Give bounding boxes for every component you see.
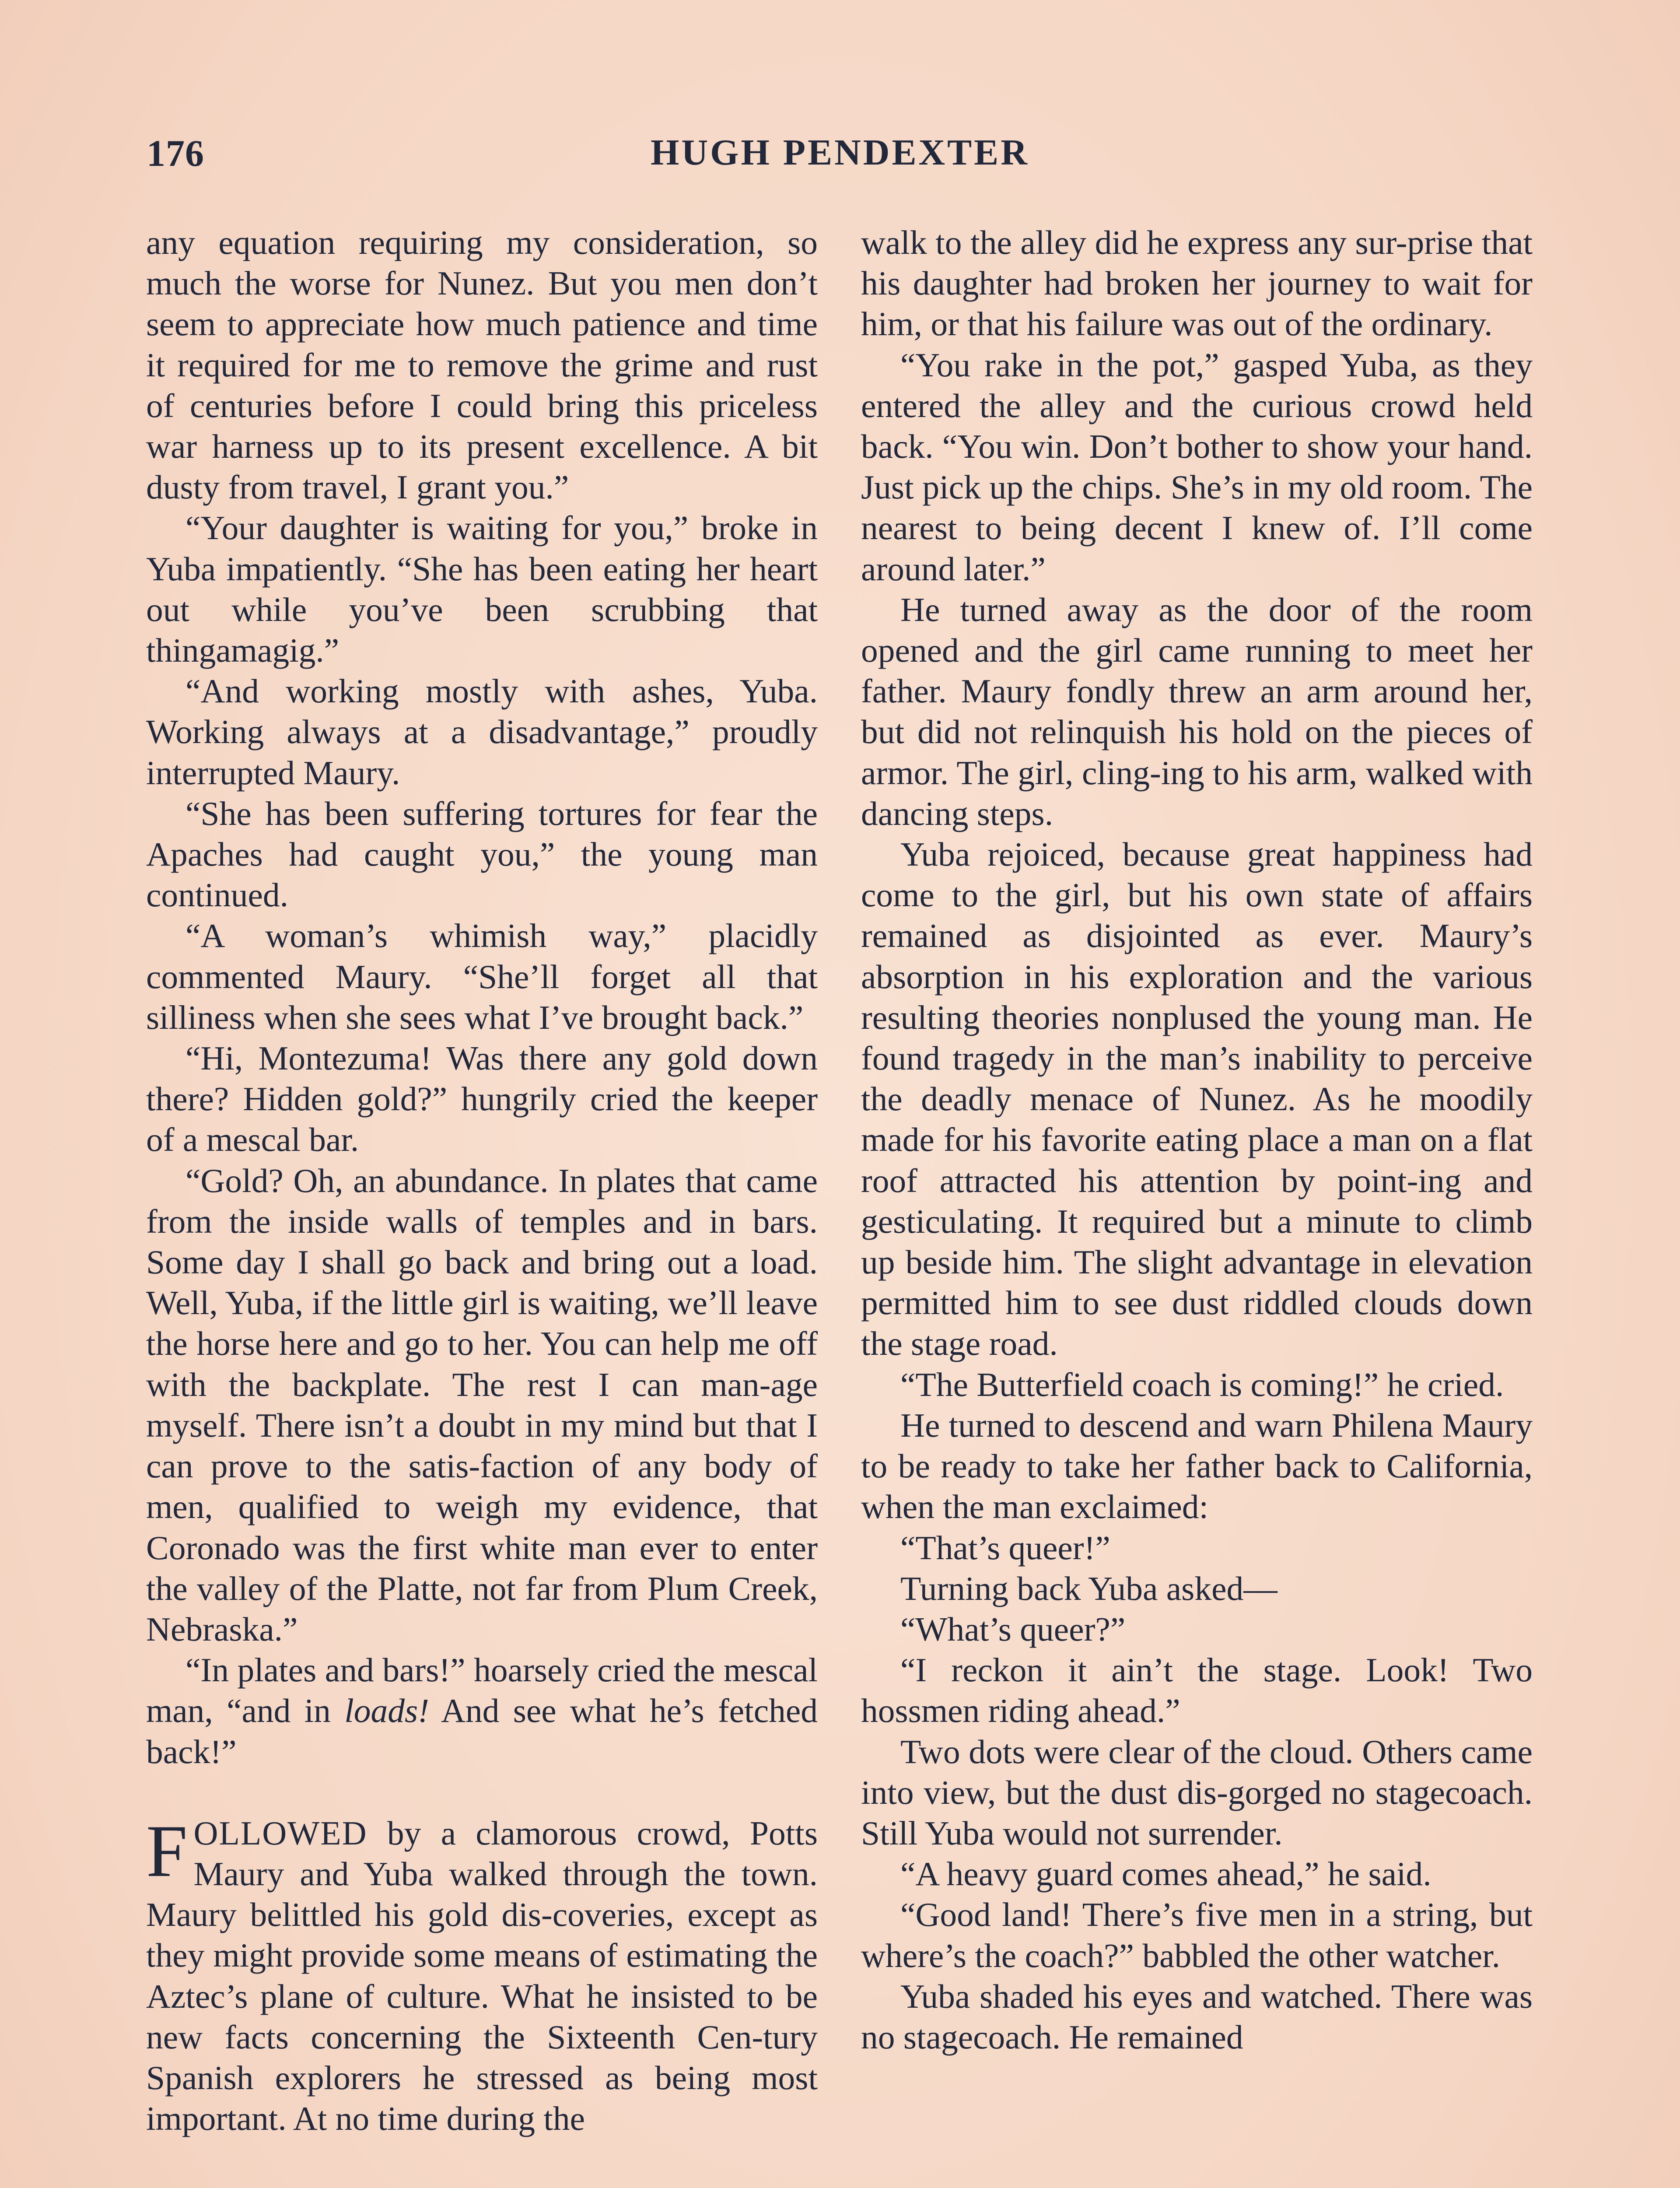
italic-text: loads! xyxy=(344,1692,429,1730)
paragraph-text: by a clamorous crowd, Potts Maury and Yuba walked through the town. Maury belittled his gold dis-coveries, except as they might provide some means of estimating the Aztec’s plane of culture. What he insisted to be new facts concerning the Sixteenth Cen-tury Spanish explorers he stressed as being most important. At no time during the xyxy=(146,1814,818,2138)
paragraph-text: And see what he’s fetched back!” xyxy=(146,1692,818,1771)
right-text-column xyxy=(861,222,1533,2058)
paragraph: “A heavy guard comes ahead,” he said. xyxy=(900,1855,1432,1893)
paragraph: “That’s queer!” xyxy=(900,1529,1110,1567)
paragraph xyxy=(146,1650,818,1772)
paragraph: “Hi, Montezuma! Was there any gold down there? Hidden gold?” hungrily cried the keeper of a mescal bar. xyxy=(146,1039,818,1159)
paragraph: “Your daughter is waiting for you,” broke in Yuba impatiently. “She has been eating her heart out while you’ve been scrubbing that thingamagig.” xyxy=(146,509,818,670)
left-text-column xyxy=(146,222,818,2139)
paragraph: “Gold? Oh, an abundance. In plates that came from the inside walls of temples and in bars. Some day I shall go back and bring out a load. Well, Yuba, if the little girl is waiting, we’ll leave the horse here and go to her. You can help me off with the backplate. The rest I can man-age myself. There isn’t a doubt in my mind but that I can prove to the satis-faction of any body of men, qualified to weigh my evidence, that Coronado was the first white man ever to enter the valley of the Platte, not far from Plum Creek, Nebraska.” xyxy=(146,1161,818,1648)
section-opening-paragraph xyxy=(146,1809,818,2139)
page-header xyxy=(147,131,1533,179)
paragraph: “She has been suffering tortures for fear the Apaches had caught you,” the young man continued. xyxy=(146,794,818,914)
paragraph-text: “In plates and bars!” hoarsely cried the mescal man, “and in xyxy=(146,1651,818,1730)
paragraph: walk to the alley did he express any sur-prise that his daughter had broken her journey to wait for him, or that his failure was out of the ordinary. xyxy=(861,224,1533,343)
paragraph: any equation requiring my consideration, so much the worse for Nunez. But you men don’t seem to appreciate how much patience and time it required for me to remove the grime and rust of centuries before I could bring this priceless war harness up to its present excellence. A bit dusty from travel, I grant you.” xyxy=(146,224,818,506)
paragraph: “A woman’s whimish way,” placidly commented Maury. “She’ll forget all that silliness when she sees what I’ve brought back.” xyxy=(146,917,818,1036)
paragraph: “Good land! There’s five men in a string, but where’s the coach?” babbled the other watcher. xyxy=(861,1896,1533,1974)
page-number: 176 xyxy=(147,132,204,174)
section-lead-caps: OLLOWED xyxy=(193,1814,368,1852)
paragraph: “What’s queer?” xyxy=(900,1610,1126,1648)
paragraph: Two dots were clear of the cloud. Others came into view, but the dust dis-gorged no stagecoach. Still Yuba would not surrender. xyxy=(861,1732,1533,1852)
paragraph: “The Butterfield coach is coming!” he cried. xyxy=(900,1365,1504,1403)
paragraph: Turning back Yuba asked— xyxy=(900,1569,1278,1607)
paragraph: “And working mostly with ashes, Yuba. Working always at a disadvantage,” proudly interrupted Maury. xyxy=(146,672,818,792)
paragraph: “I reckon it ain’t the stage. Look! Two hossmen riding ahead.” xyxy=(861,1651,1533,1730)
paragraph: “You rake in the pot,” gasped Yuba, as they entered the alley and the curious crowd held back. “You win. Don’t bother to show your hand. Just pick up the chips. She’s in my old room. The nearest to being decent I knew of. I’ll come around later.” xyxy=(861,346,1533,588)
paragraph: He turned to descend and warn Philena Maury to be ready to take her father back to California, when the man exclaimed: xyxy=(861,1406,1533,1526)
running-head: HUGH PENDEXTER xyxy=(651,132,1029,173)
paragraph: He turned away as the door of the room opened and the girl came running to meet her father. Maury fondly threw an arm around her, but did not relinquish his hold on the pieces of armor. The girl, cling-ing to his arm, walked with dancing steps. xyxy=(861,590,1533,832)
drop-cap: F xyxy=(146,1809,188,1892)
paragraph: Yuba rejoiced, because great happiness had come to the girl, but his own state of affairs remained as disjointed as ever. Maury’s absorption in his exploration and the various resulting theories nonplused the young man. He found tragedy in the man’s inability to perceive the deadly menace of Nunez. As he moodily made for his favorite eating place a man on a flat roof attracted his attention by point-ing and gesticulating. It required but a minute to climb up beside him. The slight advantage in elevation permitted him to see dust riddled clouds down the stage road. xyxy=(861,835,1533,1363)
paragraph: Yuba shaded his eyes and watched. There was no stagecoach. He remained xyxy=(861,1977,1533,2056)
